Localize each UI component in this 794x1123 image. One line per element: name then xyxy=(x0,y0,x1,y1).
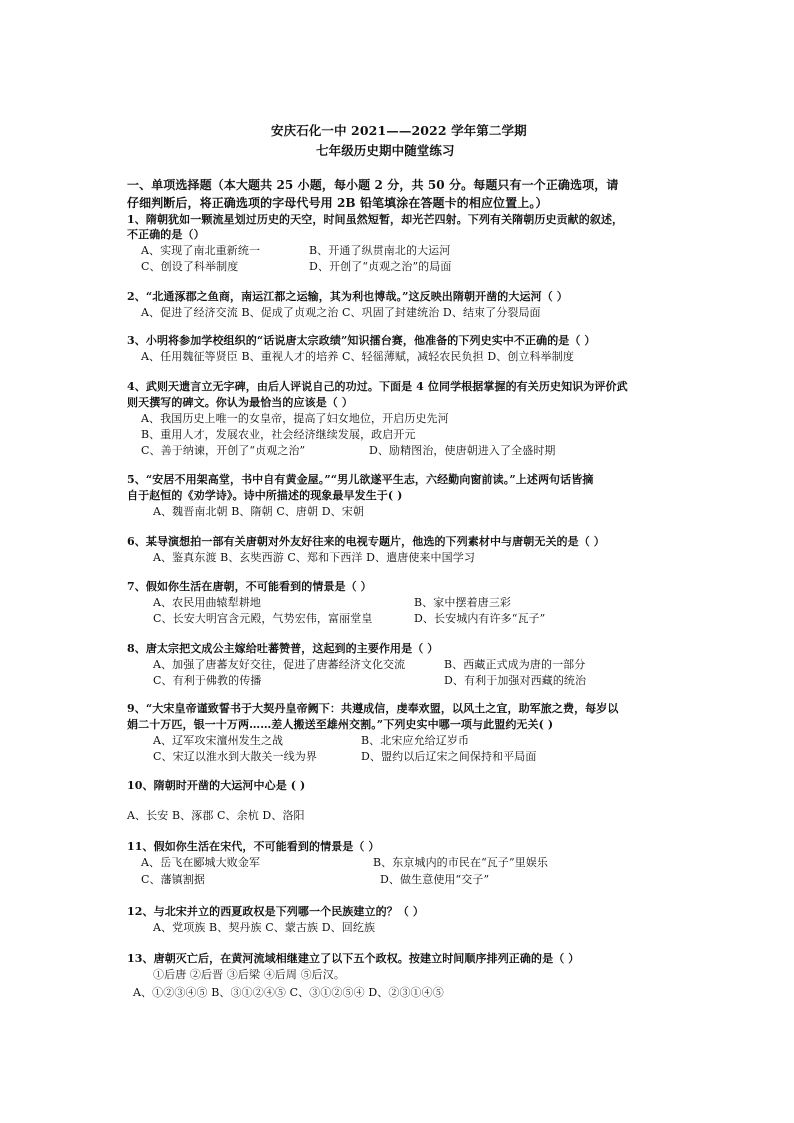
question-9-option-b: B、北宋应允给辽岁币 xyxy=(361,734,470,747)
question-9-stem-cont: 娟二十万匹，银一十万两……差人搬送至雄州交割。”下列史实中哪一项与此盟约无关( ) xyxy=(127,718,554,731)
question-2-stem: 2、“北通涿郡之鱼商，南运江都之运输，其为利也博哉。”这反映出隋朝开凿的大运河（ ） xyxy=(127,290,568,303)
question-7-option-b: B、家中摆着唐三彩 xyxy=(414,596,511,609)
question-7-option-d: D、长安城内有许多“瓦子” xyxy=(414,612,546,625)
question-13-stem: 13、唐朝灭亡后，在黄河流域相继建立了以下五个政权。按建立时间顺序排列正确的是（ ） xyxy=(127,952,580,965)
question-13-stem-cont: ①后唐 ②后晋 ③后梁 ④后周 ⑤后汉。 xyxy=(153,968,345,981)
question-11-option-d: D、做生意使用“交子” xyxy=(380,873,490,886)
question-1-option-a: A、实现了南北重新统一 xyxy=(141,244,261,257)
question-8-option-c: C、有利于佛教的传播 xyxy=(153,674,262,687)
question-7-stem: 7、假如你生活在唐朝，不可能看到的情景是（ ） xyxy=(127,580,372,593)
question-6-options: A、鉴真东渡 B、玄奘西游 C、郑和下西洋 D、遣唐使来中国学习 xyxy=(153,551,475,564)
question-8-stem: 8、唐太宗把文成公主嫁给吐蕃赞普，这起到的主要作用是（ ） xyxy=(127,642,439,655)
question-9-option-d: D、盟约以后辽宋之间保持和平局面 xyxy=(361,750,537,763)
question-11-stem: 11、假如你生活在宋代，不可能看到的情景是（ ） xyxy=(127,840,380,853)
question-5-options: A、魏晋南北朝 B、隋朝 C、唐朝 D、宋朝 xyxy=(153,505,364,518)
question-7-option-c: C、长安大明宫含元殿，气势宏伟，富丽堂皇 xyxy=(153,612,373,625)
question-3-stem: 3、小明将参加学校组织的“话说唐太宗政绩”知识擂台赛，他准备的下列史实中不正确的是（ ） xyxy=(127,334,596,347)
question-11-option-a: A、岳飞在郾城大败金军 xyxy=(141,856,261,869)
question-12-stem: 12、与北宋并立的西夏政权是下列哪一个民族建立的？（ ） xyxy=(127,905,424,918)
section-heading: 一、单项选择题（本大题共 25 小题，每小题 2 分，共 50 分。每题只有一个正确选项，请 xyxy=(127,178,619,192)
question-4-option-a: A、我国历史上唯一的女皇帝，提高了妇女地位，开启历史先河 xyxy=(141,412,449,425)
question-11-option-c: C、藩镇割据 xyxy=(141,873,206,886)
question-9-stem: 9、“大宋皇帝谨致誓书于大契丹皇帝阙下：共遵成信，虔奉欢盟，以风土之宜，助军旅之费，每岁以 xyxy=(127,702,619,715)
question-6-stem: 6、某导演想拍一部有关唐朝对外友好往来的电视专题片，他选的下列素材中与唐朝无关的是（ ） xyxy=(127,535,605,548)
question-1-option-d: D、开创了“贞观之治”的局面 xyxy=(309,260,452,273)
question-2-options: A、促进了经济交流 B、促成了贞观之治 C、巩固了封建统治 D、结束了分裂局面 xyxy=(141,306,541,319)
question-1-stem: 1、隋朝犹如一颗流星划过历史的天空，时间虽然短暂，却光芒四射。下列有关隋朝历史贡献的叙述， xyxy=(127,213,624,226)
question-11-option-b: B、东京城内的市民在“瓦子”里娱乐 xyxy=(373,856,549,869)
question-1-option-b: B、开通了纵贯南北的大运河 xyxy=(309,244,451,257)
question-4-option-b: B、重用人才，发展农业，社会经济继续发展，政启开元 xyxy=(141,428,416,441)
question-8-option-a: A、加强了唐蕃友好交往，促进了唐蕃经济文化交流 xyxy=(153,658,406,671)
question-1-option-c: C、创设了科举制度 xyxy=(141,260,239,273)
question-4-option-c: C、善于纳谏，开创了“贞观之治” xyxy=(141,444,306,457)
question-8-option-d: D、有利于加强对西藏的统治 xyxy=(444,674,587,687)
question-9-option-a: A、辽军攻宋澶州发生之战 xyxy=(153,734,284,747)
question-7-option-a: A、农民用曲辕犁耕地 xyxy=(153,596,261,609)
question-8-option-b: B、西藏正式成为唐的一部分 xyxy=(444,658,586,671)
question-9-option-c: C、宋辽以淮水到大散关一线为界 xyxy=(153,750,317,763)
section-instructions: 仔细判断后，将正确选项的字母代号用 2B 铅笔填涂在答题卡的相应位置上。） xyxy=(127,196,548,210)
question-13-options: A、①②③④⑤ B、③①②④⑤ C、③①②⑤④ D、②③①④⑤ xyxy=(133,986,444,999)
question-10-stem: 10、隋朝时开凿的大运河中心是 ( ) xyxy=(127,779,306,792)
question-5-stem: 5、“安居不用架高堂，书中自有黄金屋。”“男儿欲遂平生志，六经勤向窗前读。”上述两句话皆摘 xyxy=(127,473,594,486)
question-3-options: A、任用魏征等贤臣 B、重视人才的培养 C、轻徭薄赋，减轻农民负担 D、创立科举制度 xyxy=(141,350,574,363)
exam-subtitle: 七年级历史期中随堂练习 xyxy=(316,143,455,158)
question-4-stem-cont: 则天撰写的碑文。你认为最恰当的应该是（ ） xyxy=(127,396,353,409)
question-12-options: A、党项族 B、契丹族 C、蒙古族 D、回纥族 xyxy=(153,921,376,934)
question-1-stem-cont: 不正确的是（） xyxy=(127,228,205,241)
exam-title: 安庆石化一中 2021——2022 学年第二学期 xyxy=(271,123,527,138)
question-10-options: A、长安 B、涿郡 C、余杭 D、洛阳 xyxy=(127,809,305,822)
question-5-stem-cont: 自于赵恒的《劝学诗》。诗中所描述的现象最早发生于( ) xyxy=(127,489,403,502)
question-4-stem: 4、武则天遗言立无字碑，由后人评说自己的功过。下面是 4 位同学根据掌握的有关历史知识为评价武 xyxy=(127,380,628,393)
question-4-option-d: D、励精图治，使唐朝进入了全盛时期 xyxy=(369,444,556,457)
